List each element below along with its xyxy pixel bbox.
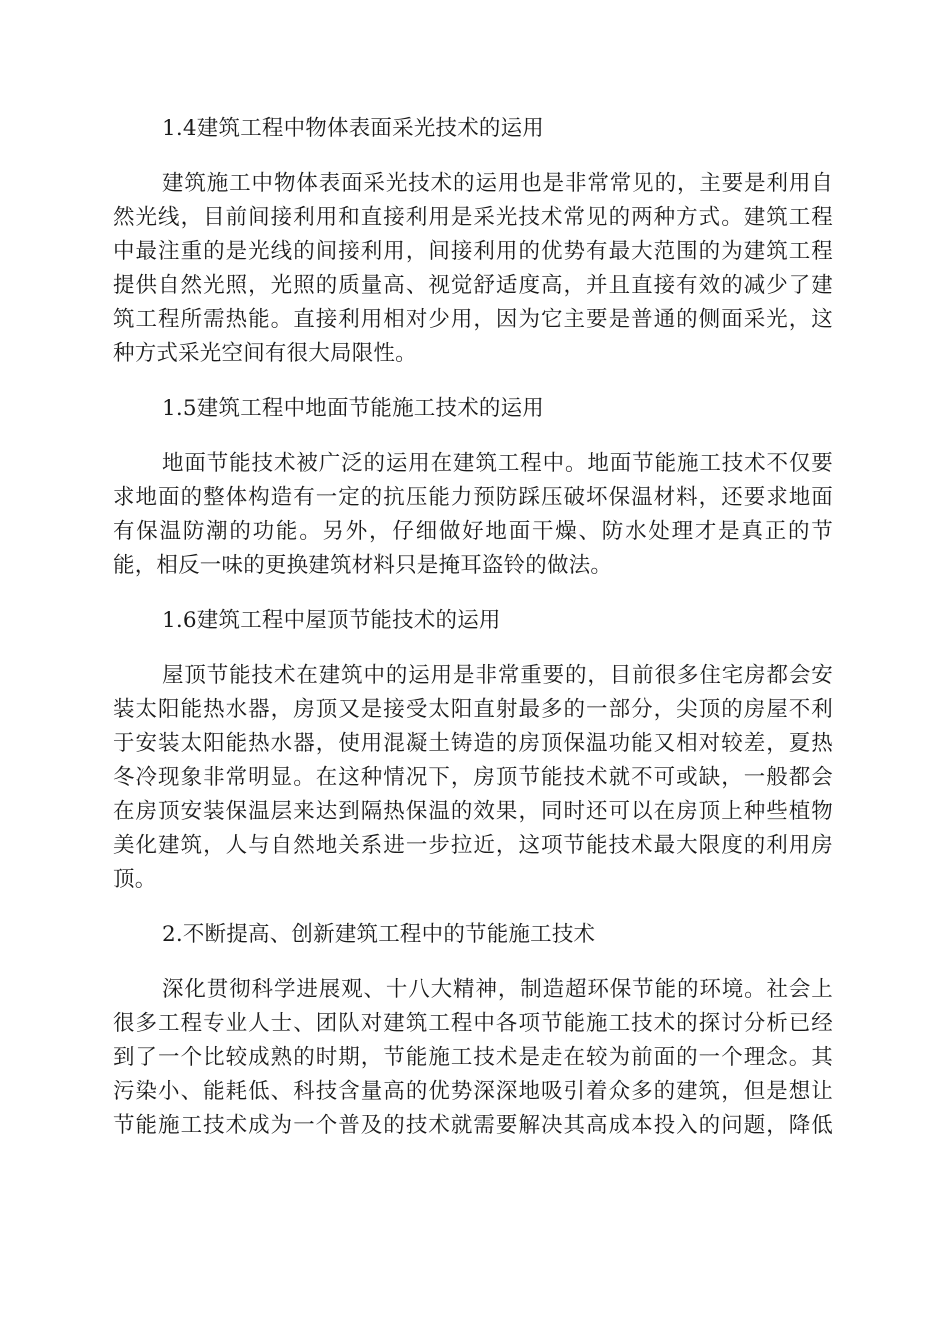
spacer xyxy=(113,426,833,447)
section-heading: 2.不断提高、创新建筑工程中的节能施工技术 xyxy=(162,922,596,947)
paragraph-line: 有保温防潮的功能。另外，仔细做好地面干燥、防水处理才是真正的节 xyxy=(113,519,833,544)
paragraph-line: 顶。 xyxy=(113,867,157,892)
paragraph-line: 建筑施工中物体表面采光技术的运用也是非常常见的，主要是利用自 xyxy=(162,171,833,196)
paragraph-line: 然光线，目前间接利用和直接利用是采光技术常见的两种方式。建筑工程 xyxy=(113,205,833,230)
spacer xyxy=(113,583,833,604)
spacer xyxy=(113,371,833,392)
paragraph xyxy=(113,447,833,583)
section-heading: 1.6建筑工程中屋顶节能技术的运用 xyxy=(162,608,501,633)
paragraph-line: 筑工程所需热能。直接利用相对少用，因为它主要是普通的侧面采光，这 xyxy=(113,307,833,332)
paragraph xyxy=(113,167,833,371)
paragraph-line: 求地面的整体构造有一定的抗压能力预防踩压破坏保温材料，还要求地面 xyxy=(113,485,833,510)
section-heading: 1.4建筑工程中物体表面采光技术的运用 xyxy=(162,116,544,141)
paragraph xyxy=(113,973,833,1143)
spacer xyxy=(113,146,833,167)
paragraph-line: 很多工程专业人士、团队对建筑工程中各项节能施工技术的探讨分析已经 xyxy=(113,1011,833,1036)
document-page xyxy=(113,112,833,1143)
spacer xyxy=(113,952,833,973)
paragraph-line: 美化建筑，人与自然地关系进一步拉近，这项节能技术最大限度的利用房 xyxy=(113,833,833,858)
paragraph-line: 屋顶节能技术在建筑中的运用是非常重要的，目前很多住宅房都会安 xyxy=(162,663,833,688)
paragraph-line: 装太阳能热水器，房顶又是接受太阳直射最多的一部分，尖顶的房屋不利 xyxy=(113,697,833,722)
paragraph-line: 地面节能技术被广泛的运用在建筑工程中。地面节能施工技术不仅要 xyxy=(162,451,833,476)
spacer xyxy=(113,897,833,918)
paragraph-line: 到了一个比较成熟的时期，节能施工技术是走在较为前面的一个理念。其 xyxy=(113,1045,833,1070)
paragraph-line: 节能施工技术成为一个普及的技术就需要解决其高成本投入的问题，降低 xyxy=(113,1113,833,1138)
paragraph-line: 能，相反一味的更换建筑材料只是掩耳盗铃的做法。 xyxy=(113,553,613,578)
paragraph-line: 污染小、能耗低、科技含量高的优势深深地吸引着众多的建筑，但是想让 xyxy=(113,1079,833,1104)
paragraph xyxy=(113,659,833,897)
paragraph-line: 中最注重的是光线的间接利用，间接利用的优势有最大范围的为建筑工程 xyxy=(113,239,833,264)
paragraph-line: 冬冷现象非常明显。在这种情况下，房顶节能技术就不可或缺，一般都会 xyxy=(113,765,833,790)
paragraph-line: 于安装太阳能热水器，使用混凝土铸造的房顶保温功能又相对较差，夏热 xyxy=(113,731,833,756)
paragraph-line: 提供自然光照，光照的质量高、视觉舒适度高，并且直接有效的减少了建 xyxy=(113,273,833,298)
spacer xyxy=(113,638,833,659)
paragraph-line: 在房顶安装保温层来达到隔热保温的效果，同时还可以在房顶上种些植物 xyxy=(113,799,833,824)
section-heading: 1.5建筑工程中地面节能施工技术的运用 xyxy=(162,396,544,421)
paragraph-line: 深化贯彻科学进展观、十八大精神，制造超环保节能的环境。社会上 xyxy=(162,977,833,1002)
paragraph-line: 种方式采光空间有很大局限性。 xyxy=(113,341,417,366)
